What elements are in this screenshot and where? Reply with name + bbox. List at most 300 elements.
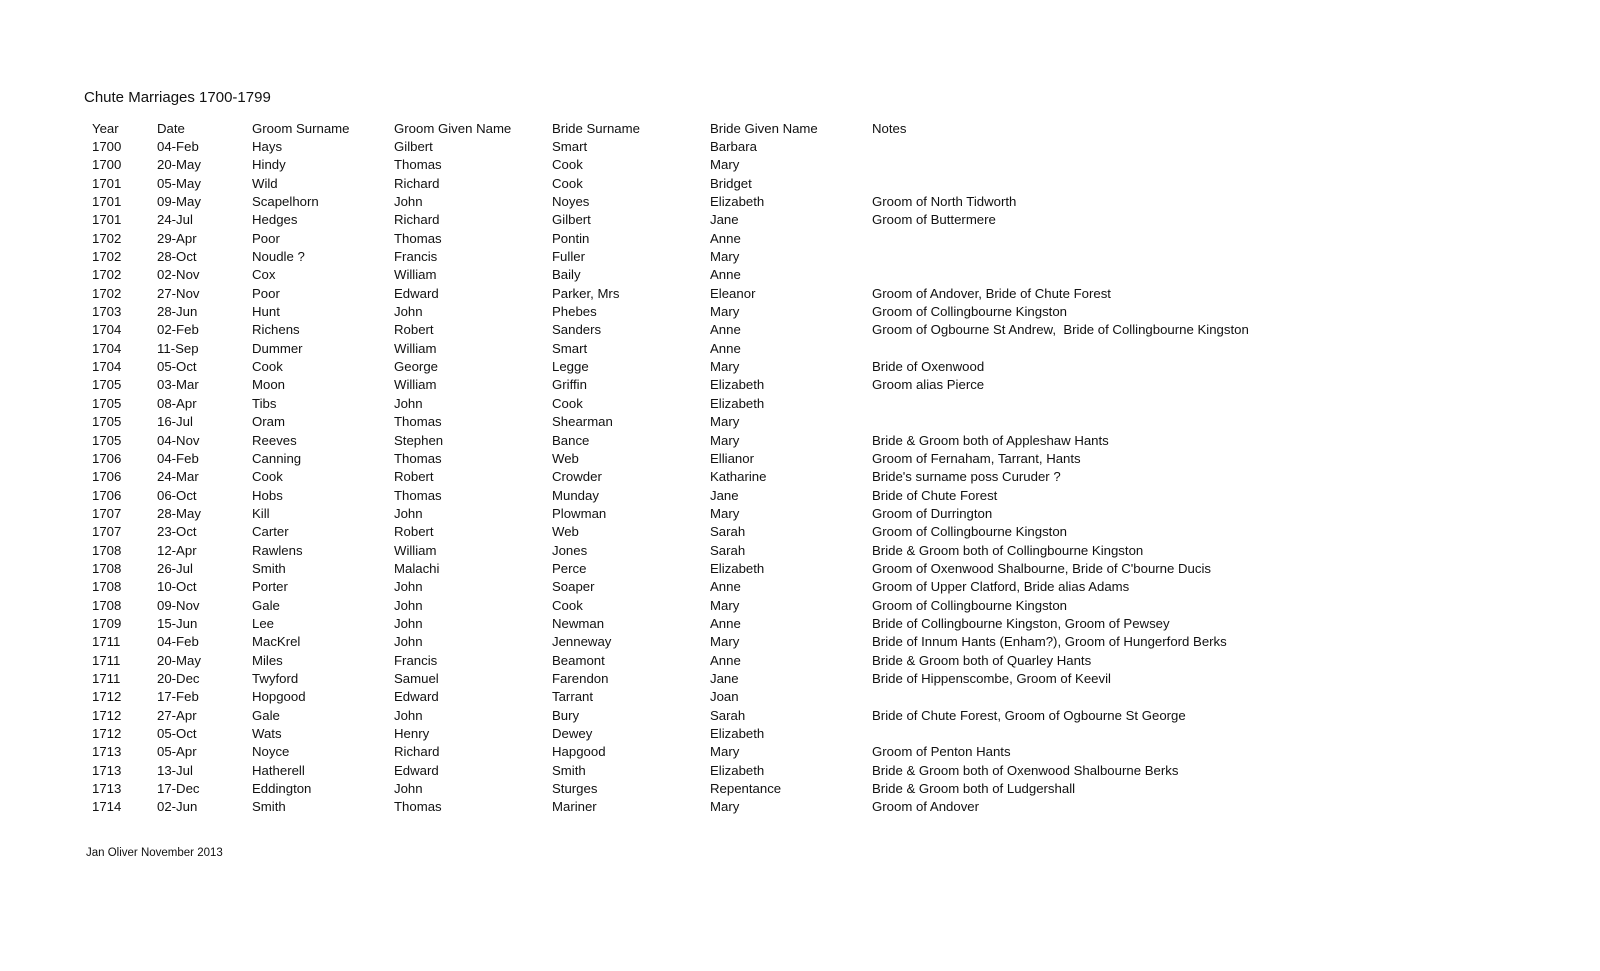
cell-bride-given-name: Jane [710, 212, 739, 228]
cell-bride-surname: Cook [552, 175, 583, 191]
column-header-bride-given-name: Bride Given Name [710, 120, 818, 136]
cell-date: 20-May [157, 157, 201, 173]
cell-groom-surname: Noyce [252, 744, 290, 760]
cell-date: 08-Apr [157, 395, 197, 411]
cell-date: 05-Apr [157, 744, 197, 760]
table-row [92, 284, 1472, 302]
cell-bride-surname: Fuller [552, 249, 585, 265]
cell-bride-surname: Noyes [552, 194, 590, 210]
cell-bride-surname: Phebes [552, 304, 597, 320]
cell-groom-surname: Hopgood [252, 689, 306, 705]
cell-date: 29-Apr [157, 230, 197, 246]
cell-bride-given-name: Mary [710, 157, 740, 173]
cell-notes [872, 413, 1472, 431]
cell-date: 20-Dec [157, 670, 200, 686]
cell-groom-surname: MacKrel [252, 634, 301, 650]
cell-year: 1712 [92, 726, 122, 742]
cell-notes: Groom of Oxenwood Shalbourne, Bride of C'bourne Ducis [872, 560, 1211, 576]
cell-groom-given-name: John [394, 194, 423, 210]
cell-notes: Bride of Oxenwood [872, 359, 985, 375]
cell-date: 12-Apr [157, 542, 197, 558]
cell-groom-surname: Cook [252, 359, 283, 375]
cell-year: 1701 [92, 212, 122, 228]
cell-bride-given-name: Jane [710, 487, 739, 503]
cell-groom-surname: Cox [252, 267, 276, 283]
cell-date: 09-Nov [157, 597, 200, 613]
cell-bride-surname: Hapgood [552, 744, 606, 760]
cell-groom-given-name: William [394, 542, 437, 558]
cell-groom-surname: Carter [252, 524, 289, 540]
cell-bride-given-name: Repentance [710, 781, 782, 797]
table-row [92, 724, 1472, 742]
cell-notes: Bride of Hippenscombe, Groom of Keevil [872, 670, 1111, 686]
cell-year: 1701 [92, 175, 122, 191]
cell-year: 1704 [92, 322, 122, 338]
cell-bride-surname: Legge [552, 359, 589, 375]
cell-year: 1706 [92, 487, 122, 503]
cell-bride-given-name: Bridget [710, 175, 752, 191]
cell-groom-surname: Rawlens [252, 542, 303, 558]
table-row [92, 614, 1472, 632]
cell-bride-given-name: Anne [710, 230, 741, 246]
cell-bride-surname: Baily [552, 267, 581, 283]
cell-notes: Groom of Penton Hants [872, 744, 1011, 760]
cell-notes: Groom of Durrington [872, 505, 993, 521]
cell-year: 1713 [92, 762, 122, 778]
cell-groom-surname: Hunt [252, 304, 280, 320]
cell-date: 28-Jun [157, 304, 198, 320]
cell-groom-given-name: Thomas [394, 487, 442, 503]
cell-date: 20-May [157, 652, 201, 668]
cell-date: 02-Feb [157, 322, 199, 338]
cell-bride-given-name: Anne [710, 267, 741, 283]
cell-bride-given-name: Mary [710, 304, 740, 320]
cell-notes [872, 688, 1472, 706]
cell-notes: Groom of Fernaham, Tarrant, Hants [872, 450, 1081, 466]
cell-notes: Groom of Collingbourne Kingston [872, 597, 1067, 613]
cell-groom-given-name: Edward [394, 762, 439, 778]
cell-groom-surname: Twyford [252, 670, 299, 686]
cell-bride-given-name: Anne [710, 652, 741, 668]
cell-bride-surname: Sturges [552, 781, 598, 797]
cell-date: 02-Jun [157, 799, 198, 815]
cell-bride-surname: Jenneway [552, 634, 612, 650]
cell-date: 17-Dec [157, 781, 200, 797]
cell-bride-surname: Web [552, 524, 579, 540]
table-row [92, 156, 1472, 174]
table-row [92, 247, 1472, 265]
table-row [92, 761, 1472, 779]
cell-date: 09-May [157, 194, 201, 210]
cell-year: 1708 [92, 560, 122, 576]
cell-date: 04-Feb [157, 139, 199, 155]
cell-year: 1705 [92, 377, 122, 393]
cell-groom-given-name: John [394, 395, 423, 411]
cell-groom-surname: Eddington [252, 781, 312, 797]
cell-year: 1705 [92, 395, 122, 411]
cell-bride-given-name: Mary [710, 505, 740, 521]
cell-bride-surname: Sanders [552, 322, 602, 338]
cell-year: 1709 [92, 615, 122, 631]
cell-groom-given-name: John [394, 781, 423, 797]
cell-groom-surname: Porter [252, 579, 288, 595]
cell-date: 15-Jun [157, 615, 198, 631]
cell-year: 1713 [92, 744, 122, 760]
table-row [92, 596, 1472, 614]
cell-groom-given-name: Richard [394, 212, 440, 228]
cell-bride-surname: Beamont [552, 652, 605, 668]
cell-bride-given-name: Joan [710, 689, 739, 705]
cell-groom-given-name: John [394, 579, 423, 595]
cell-notes: Bride of Chute Forest, Groom of Ogbourne St George [872, 707, 1186, 723]
cell-date: 24-Mar [157, 469, 199, 485]
table-row [92, 688, 1472, 706]
cell-notes: Groom of Andover [872, 799, 980, 815]
cell-groom-given-name: Edward [394, 689, 439, 705]
cell-date: 02-Nov [157, 267, 200, 283]
cell-groom-surname: Hindy [252, 157, 286, 173]
cell-year: 1705 [92, 432, 122, 448]
cell-groom-given-name: Edward [394, 285, 439, 301]
table-row [92, 321, 1472, 339]
cell-bride-given-name: Mary [710, 744, 740, 760]
table-row [92, 192, 1472, 210]
cell-bride-surname: Cook [552, 395, 583, 411]
table-row [92, 669, 1472, 687]
cell-year: 1712 [92, 689, 122, 705]
column-header-bride-surname: Bride Surname [552, 120, 640, 136]
cell-year: 1701 [92, 194, 122, 210]
cell-notes: Bride's surname poss Curuder ? [872, 469, 1061, 485]
cell-year: 1711 [92, 670, 121, 686]
cell-groom-surname: Poor [252, 230, 280, 246]
cell-groom-surname: Tibs [252, 395, 277, 411]
cell-bride-given-name: Sarah [710, 542, 746, 558]
cell-bride-surname: Griffin [552, 377, 587, 393]
cell-date: 27-Apr [157, 707, 197, 723]
cell-bride-surname: Tarrant [552, 689, 594, 705]
cell-bride-surname: Smart [552, 340, 588, 356]
cell-groom-given-name: Thomas [394, 157, 442, 173]
table-row [92, 137, 1472, 155]
cell-groom-given-name: John [394, 707, 423, 723]
cell-groom-given-name: John [394, 597, 423, 613]
table-row [92, 394, 1472, 412]
cell-bride-surname: Cook [552, 597, 583, 613]
cell-notes: Bride & Groom both of Collingbourne Kingston [872, 542, 1144, 558]
cell-year: 1700 [92, 157, 122, 173]
table-row [92, 376, 1472, 394]
table-row [92, 633, 1472, 651]
page-title: Chute Marriages 1700-1799 [84, 89, 271, 106]
table-row [92, 211, 1472, 229]
cell-groom-given-name: Samuel [394, 670, 439, 686]
cell-notes: Groom of Upper Clatford, Bride alias Adams [872, 579, 1130, 595]
cell-groom-given-name: Thomas [394, 230, 442, 246]
cell-bride-given-name: Elizabeth [710, 377, 765, 393]
cell-groom-surname: Gale [252, 707, 280, 723]
cell-year: 1702 [92, 285, 122, 301]
table-body [92, 137, 1472, 816]
cell-bride-given-name: Katharine [710, 469, 767, 485]
table-row [92, 486, 1472, 504]
cell-date: 23-Oct [157, 524, 197, 540]
cell-year: 1702 [92, 249, 122, 265]
cell-bride-given-name: Anne [710, 579, 741, 595]
cell-groom-given-name: Robert [394, 322, 434, 338]
cell-bride-surname: Smart [552, 139, 588, 155]
cell-notes: Groom of Ogbourne St Andrew, Bride of Collingbourne Kingston [872, 322, 1249, 338]
cell-bride-surname: Jones [552, 542, 588, 558]
cell-year: 1700 [92, 139, 122, 155]
cell-groom-surname: Noudle ? [252, 249, 305, 265]
cell-groom-surname: Smith [252, 560, 286, 576]
cell-date: 04-Feb [157, 450, 199, 466]
cell-date: 13-Jul [157, 762, 193, 778]
cell-date: 04-Nov [157, 432, 200, 448]
cell-groom-surname: Wild [252, 175, 278, 191]
cell-year: 1706 [92, 450, 122, 466]
table-row [92, 706, 1472, 724]
cell-bride-given-name: Elizabeth [710, 395, 765, 411]
table-row [92, 504, 1472, 522]
cell-notes [872, 339, 1472, 357]
table-row [92, 743, 1472, 761]
cell-bride-surname: Gilbert [552, 212, 591, 228]
cell-bride-surname: Munday [552, 487, 599, 503]
table-row [92, 559, 1472, 577]
cell-groom-surname: Richens [252, 322, 300, 338]
cell-notes: Groom of Andover, Bride of Chute Forest [872, 285, 1111, 301]
cell-year: 1708 [92, 542, 122, 558]
table-row [92, 578, 1472, 596]
cell-groom-given-name: Richard [394, 744, 440, 760]
cell-bride-surname: Smith [552, 762, 586, 778]
cell-bride-given-name: Mary [710, 799, 740, 815]
cell-date: 28-Oct [157, 249, 197, 265]
cell-date: 16-Jul [157, 414, 193, 430]
cell-groom-given-name: Gilbert [394, 139, 433, 155]
cell-notes: Groom of Collingbourne Kingston [872, 304, 1067, 320]
cell-date: 27-Nov [157, 285, 200, 301]
cell-bride-given-name: Jane [710, 670, 739, 686]
cell-date: 03-Mar [157, 377, 199, 393]
cell-groom-surname: Hobs [252, 487, 283, 503]
cell-date: 06-Oct [157, 487, 197, 503]
cell-bride-given-name: Mary [710, 597, 740, 613]
cell-bride-given-name: Sarah [710, 524, 746, 540]
cell-groom-given-name: William [394, 377, 437, 393]
cell-notes: Bride of Chute Forest [872, 487, 998, 503]
cell-groom-surname: Scapelhorn [252, 194, 319, 210]
table-row [92, 449, 1472, 467]
cell-groom-surname: Gale [252, 597, 280, 613]
cell-bride-surname: Pontin [552, 230, 590, 246]
table-row [92, 431, 1472, 449]
cell-bride-given-name: Sarah [710, 707, 746, 723]
cell-groom-surname: Wats [252, 726, 282, 742]
cell-groom-given-name: Robert [394, 524, 434, 540]
cell-groom-given-name: Francis [394, 652, 438, 668]
cell-year: 1705 [92, 414, 122, 430]
cell-notes: Groom of North Tidworth [872, 194, 1017, 210]
cell-groom-given-name: John [394, 505, 423, 521]
cell-bride-given-name: Anne [710, 340, 741, 356]
table-row [92, 413, 1472, 431]
cell-notes: Bride & Groom both of Appleshaw Hants [872, 432, 1109, 448]
cell-date: 26-Jul [157, 560, 193, 576]
table-row [92, 651, 1472, 669]
cell-bride-surname: Newman [552, 615, 605, 631]
cell-date: 10-Oct [157, 579, 197, 595]
cell-groom-surname: Smith [252, 799, 286, 815]
table-row [92, 541, 1472, 559]
author-credit: Jan Oliver November 2013 [86, 847, 223, 859]
cell-year: 1702 [92, 230, 122, 246]
cell-notes [872, 266, 1472, 284]
cell-bride-given-name: Ellianor [710, 450, 754, 466]
cell-bride-given-name: Mary [710, 414, 740, 430]
cell-notes [872, 394, 1472, 412]
table-row [92, 302, 1472, 320]
cell-bride-surname: Perce [552, 560, 587, 576]
cell-notes: Bride & Groom both of Ludgershall [872, 781, 1076, 797]
cell-notes [872, 156, 1472, 174]
cell-notes [872, 137, 1472, 155]
cell-year: 1704 [92, 359, 122, 375]
cell-bride-given-name: Anne [710, 322, 741, 338]
cell-bride-surname: Bance [552, 432, 590, 448]
cell-notes: Bride of Innum Hants (Enham?), Groom of Hungerford Berks [872, 634, 1227, 650]
cell-bride-given-name: Mary [710, 634, 740, 650]
cell-bride-surname: Parker, Mrs [552, 285, 620, 301]
table-row [92, 266, 1472, 284]
table-row [92, 174, 1472, 192]
cell-bride-surname: Farendon [552, 670, 609, 686]
cell-notes: Bride & Groom both of Quarley Hants [872, 652, 1092, 668]
table-row [92, 468, 1472, 486]
cell-groom-surname: Oram [252, 414, 285, 430]
cell-groom-given-name: Thomas [394, 450, 442, 466]
cell-notes [872, 247, 1472, 265]
cell-bride-given-name: Elizabeth [710, 560, 765, 576]
cell-groom-given-name: Stephen [394, 432, 444, 448]
cell-bride-given-name: Elizabeth [710, 726, 765, 742]
cell-groom-surname: Dummer [252, 340, 303, 356]
cell-date: 11-Sep [157, 340, 199, 356]
cell-year: 1707 [92, 505, 122, 521]
cell-groom-surname: Hays [252, 139, 283, 155]
cell-groom-given-name: John [394, 304, 423, 320]
marriages-table [92, 119, 1472, 816]
cell-year: 1706 [92, 469, 122, 485]
cell-notes [872, 174, 1472, 192]
cell-notes [872, 229, 1472, 247]
cell-year: 1708 [92, 597, 122, 613]
cell-year: 1711 [92, 652, 121, 668]
cell-date: 28-May [157, 505, 201, 521]
cell-date: 17-Feb [157, 689, 199, 705]
cell-bride-surname: Dewey [552, 726, 593, 742]
cell-groom-surname: Kill [252, 505, 270, 521]
cell-groom-surname: Miles [252, 652, 283, 668]
cell-groom-surname: Lee [252, 615, 275, 631]
cell-year: 1708 [92, 579, 122, 595]
cell-groom-surname: Poor [252, 285, 280, 301]
cell-date: 24-Jul [157, 212, 193, 228]
cell-year: 1714 [92, 799, 122, 815]
cell-notes: Groom of Collingbourne Kingston [872, 524, 1067, 540]
cell-bride-given-name: Eleanor [710, 285, 756, 301]
cell-bride-surname: Crowder [552, 469, 602, 485]
cell-groom-surname: Moon [252, 377, 285, 393]
cell-groom-given-name: Malachi [394, 560, 440, 576]
cell-groom-surname: Canning [252, 450, 302, 466]
cell-bride-surname: Shearman [552, 414, 613, 430]
cell-bride-surname: Plowman [552, 505, 607, 521]
cell-groom-surname: Reeves [252, 432, 297, 448]
cell-notes [872, 724, 1472, 742]
cell-groom-given-name: William [394, 340, 437, 356]
cell-bride-given-name: Mary [710, 359, 740, 375]
cell-year: 1711 [92, 634, 121, 650]
cell-year: 1704 [92, 340, 122, 356]
cell-bride-given-name: Mary [710, 249, 740, 265]
cell-groom-given-name: Thomas [394, 799, 442, 815]
cell-groom-given-name: John [394, 634, 423, 650]
cell-bride-surname: Web [552, 450, 579, 466]
cell-groom-given-name: Henry [394, 726, 430, 742]
cell-groom-surname: Hedges [252, 212, 298, 228]
cell-bride-given-name: Elizabeth [710, 194, 765, 210]
column-header-date: Date [157, 120, 185, 136]
column-header-notes: Notes [872, 120, 907, 136]
cell-groom-given-name: Thomas [394, 414, 442, 430]
cell-bride-surname: Soaper [552, 579, 595, 595]
cell-year: 1713 [92, 781, 122, 797]
cell-groom-given-name: John [394, 615, 423, 631]
cell-bride-surname: Cook [552, 157, 583, 173]
cell-groom-given-name: George [394, 359, 438, 375]
cell-groom-given-name: Richard [394, 175, 440, 191]
table-row [92, 523, 1472, 541]
cell-notes: Bride of Collingbourne Kingston, Groom of Pewsey [872, 615, 1170, 631]
table-row [92, 779, 1472, 797]
table-header [92, 119, 1472, 137]
cell-bride-surname: Mariner [552, 799, 597, 815]
column-header-groom-given-name: Groom Given Name [394, 120, 512, 136]
cell-groom-given-name: Francis [394, 249, 438, 265]
header-row [92, 119, 1472, 137]
table-row [92, 357, 1472, 375]
table-row [92, 798, 1472, 816]
cell-groom-surname: Hatherell [252, 762, 305, 778]
cell-groom-given-name: Robert [394, 469, 434, 485]
cell-date: 05-Oct [157, 726, 197, 742]
cell-date: 04-Feb [157, 634, 199, 650]
cell-groom-given-name: William [394, 267, 437, 283]
cell-bride-given-name: Anne [710, 615, 741, 631]
cell-groom-surname: Cook [252, 469, 283, 485]
cell-year: 1702 [92, 267, 122, 283]
cell-year: 1707 [92, 524, 122, 540]
table-row [92, 229, 1472, 247]
table-row [92, 339, 1472, 357]
cell-date: 05-May [157, 175, 201, 191]
cell-year: 1703 [92, 304, 122, 320]
cell-notes: Bride & Groom both of Oxenwood Shalbourne Berks [872, 762, 1179, 778]
cell-date: 05-Oct [157, 359, 197, 375]
